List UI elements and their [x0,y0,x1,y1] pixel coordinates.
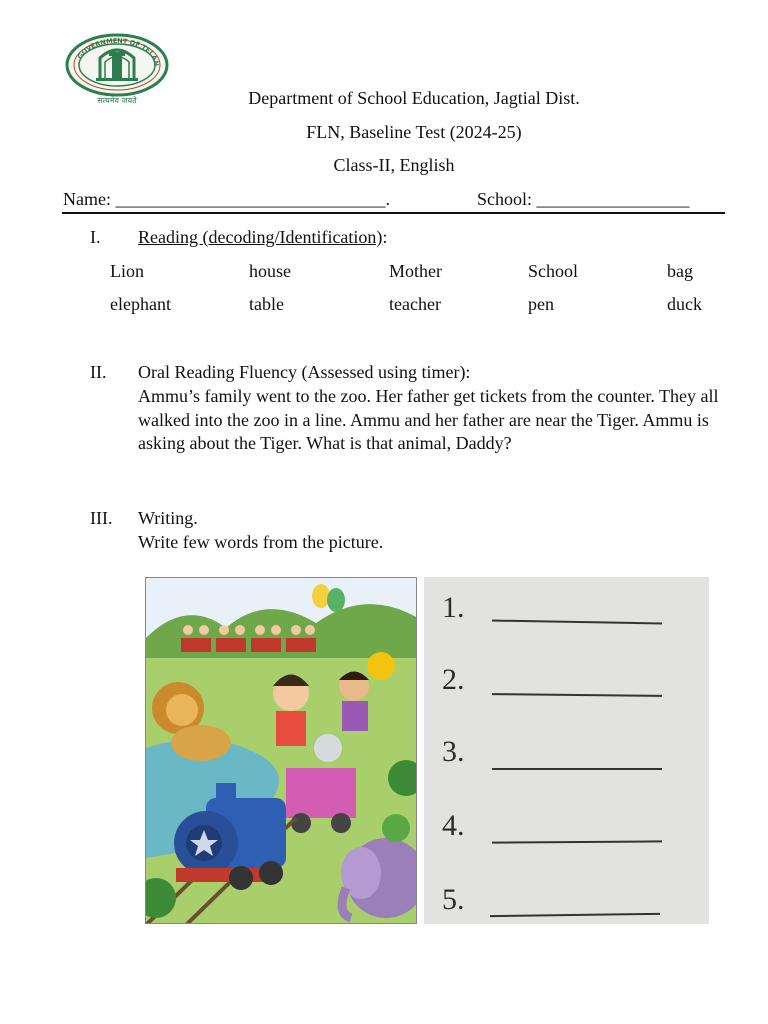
word-item: School [528,261,579,281]
answer-line[interactable] [490,913,660,917]
emblem-ring-text: GOVERNMENT OF TELAN [75,36,161,67]
word-item: teacher [389,294,441,314]
answer-line[interactable] [492,840,662,843]
department-title: Department of School Education, Jagtial Dist. [248,88,580,108]
section-1-heading: Reading (decoding/Identification): [138,227,388,247]
class-title: Class-II, English [333,155,455,175]
section-3-title: Writing. [138,508,198,528]
emblem-motto: सत्यमेव जयते [97,96,137,105]
word-item: Lion [110,261,144,281]
word-item: table [249,294,284,314]
section-1-numeral: I. [90,227,101,247]
answer-number: 2. [442,663,465,696]
test-title: FLN, Baseline Test (2024-25) [306,122,522,142]
answer-line[interactable] [492,768,662,770]
section-3-instruction: Write few words from the picture. [138,532,384,552]
answer-line[interactable] [492,693,662,697]
word-item: duck [667,294,702,314]
section-2-numeral: II. [90,362,107,382]
word-item: pen [528,294,554,314]
school-field[interactable]: School: _________________ [477,189,690,209]
name-field[interactable]: Name: ______________________________. [63,189,390,209]
section-2-title: Oral Reading Fluency (Assessed using timer): [138,362,471,382]
header-divider [62,212,725,214]
answer-lines-panel [424,577,709,924]
answer-number: 4. [442,809,465,842]
section-1-title: Reading (decoding/Identification) [138,227,383,247]
word-item: elephant [110,294,171,314]
section-3-numeral: III. [90,508,113,528]
word-item: bag [667,261,693,281]
word-item: house [249,261,291,281]
answer-number: 5. [442,883,465,916]
zoo-train-picture [145,577,417,924]
word-item: Mother [389,261,442,281]
reading-passage: Ammu’s family went to the zoo. Her father get tickets from the counter. They all walked into the zoo in a line. Ammu and her father are near the Tiger. Ammu is asking about the Tiger. What is that animal, Daddy? [138,386,719,454]
answer-number: 1. [442,591,465,624]
answer-line[interactable] [492,620,662,625]
answer-number: 3. [442,735,465,768]
